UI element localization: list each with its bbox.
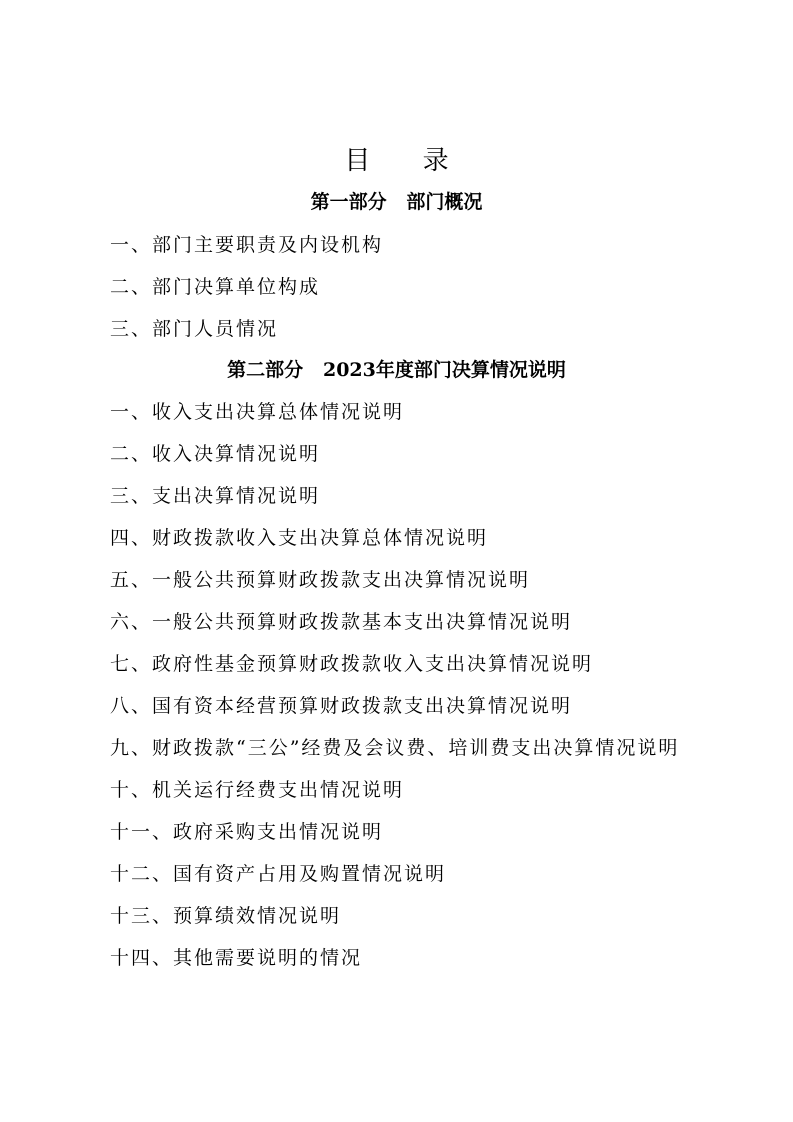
toc-item: 三、支出决算情况说明: [110, 485, 321, 507]
toc-item: 七、政府性基金预算财政拨款收入支出决算情况说明: [110, 653, 594, 675]
toc-item: 六、一般公共预算财政拨款基本支出决算情况说明: [110, 611, 573, 633]
toc-item: 十四、其他需要说明的情况: [110, 947, 363, 969]
toc-item: 十一、政府采购支出情况说明: [110, 821, 384, 843]
toc-item: 八、国有资本经营预算财政拨款支出决算情况说明: [110, 695, 573, 717]
part2-heading: 第二部分 2023年度部门决算情况说明: [227, 359, 566, 381]
toc-item: 一、部门主要职责及内设机构: [110, 234, 384, 256]
toc-item: 九、财政拨款“三公”经费及会议费、培训费支出决算情况说明: [110, 737, 680, 759]
toc-item: 五、一般公共预算财政拨款支出决算情况说明: [110, 569, 531, 591]
toc-item: 二、部门决算单位构成: [110, 276, 321, 298]
part1-heading: 第一部分 部门概况: [310, 191, 483, 213]
toc-item: 十、机关运行经费支出情况说明: [110, 779, 405, 801]
toc-item: 三、部门人员情况: [110, 318, 279, 340]
toc-item: 十二、国有资产占用及购置情况说明: [110, 863, 447, 885]
toc-item: 一、收入支出决算总体情况说明: [110, 401, 405, 423]
toc-title: 目 录: [344, 146, 471, 176]
toc-item: 十三、预算绩效情况说明: [110, 905, 342, 927]
toc-item: 二、收入决算情况说明: [110, 443, 321, 465]
toc-item: 四、财政拨款收入支出决算总体情况说明: [110, 527, 489, 549]
